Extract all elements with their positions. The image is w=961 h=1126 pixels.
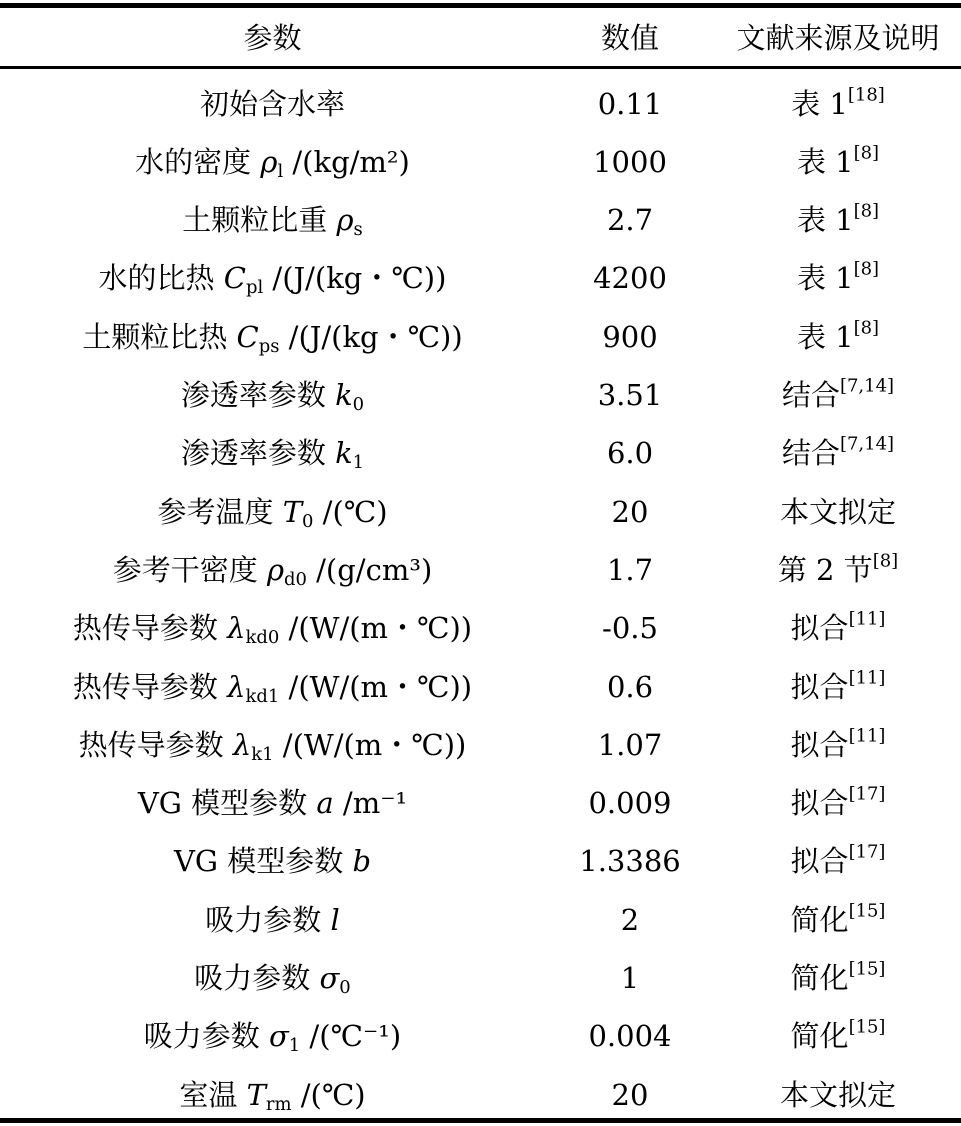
table-row	[0, 716, 961, 774]
table-row	[0, 133, 961, 191]
param-cell	[0, 203, 545, 241]
source-cell	[715, 258, 961, 296]
table-row	[0, 775, 961, 833]
param-subscript: ps	[258, 335, 280, 357]
param-symbol: ρ	[266, 552, 284, 587]
param-symbol: ρ	[336, 203, 354, 238]
param-symbol: k	[335, 378, 353, 412]
source-cell	[715, 142, 961, 179]
table-row	[0, 658, 961, 716]
param-symbol: T	[282, 494, 303, 529]
param-name: 热传导参数	[78, 727, 233, 762]
table-row	[0, 891, 961, 949]
value-cell: 0.11	[597, 86, 663, 121]
table-header-rule	[0, 66, 961, 69]
source-text: 简化	[790, 1019, 849, 1054]
table-row	[0, 250, 961, 308]
param-unit: /(J/(kg・℃))	[263, 261, 447, 296]
value-cell: 1.07	[597, 727, 663, 762]
param-cell	[0, 144, 545, 182]
param-cell	[0, 669, 545, 707]
param-unit: /(W/(m・℃))	[279, 669, 473, 704]
source-cell	[715, 375, 961, 412]
source-text: 拟合	[790, 844, 849, 879]
source-text: 表 1	[796, 144, 854, 179]
param-unit: /(kg/m²)	[283, 144, 410, 179]
param-symbol: σ	[268, 1019, 289, 1054]
reference-superscript: [7,14]	[839, 433, 895, 455]
param-symbol: a	[316, 786, 334, 821]
table-row	[0, 600, 961, 658]
param-subscript: s	[353, 219, 363, 241]
value-cell: 1.7	[606, 552, 654, 587]
param-unit: /(W/(m・℃))	[279, 611, 473, 646]
source-cell	[715, 958, 961, 995]
source-text: 本文拟定	[779, 494, 896, 529]
source-cell	[715, 494, 961, 529]
source-cell	[715, 900, 961, 937]
source-text: 第 2 节	[777, 552, 873, 587]
param-cell	[0, 436, 545, 474]
source-text: 拟合	[790, 611, 849, 646]
param-cell	[0, 902, 545, 937]
param-unit: /(J/(kg・℃))	[279, 319, 463, 354]
param-cell	[0, 1019, 545, 1057]
param-cell	[0, 727, 545, 765]
param-symbol: C	[236, 319, 259, 354]
param-name: 初始含水率	[199, 86, 345, 121]
param-symbol: λ	[232, 727, 252, 762]
reference-superscript: [18]	[847, 84, 885, 106]
reference-superscript: [8]	[853, 317, 880, 339]
param-subscript: 0	[302, 510, 314, 532]
param-name: VG 模型参数	[137, 786, 317, 821]
reference-superscript: [8]	[853, 200, 880, 222]
reference-superscript: [11]	[848, 725, 886, 747]
source-text: 拟合	[790, 727, 849, 762]
param-unit: /m⁻¹	[333, 786, 408, 821]
param-subscript: 0	[339, 977, 351, 999]
source-cell	[715, 1016, 961, 1054]
param-subscript: 1	[288, 1035, 301, 1057]
source-cell	[715, 200, 961, 238]
value-cell: -0.5	[602, 611, 658, 646]
param-subscript: kd1	[245, 685, 280, 707]
param-cell	[0, 552, 545, 590]
source-text: 本文拟定	[779, 1077, 896, 1112]
param-cell	[0, 961, 545, 999]
source-cell	[715, 317, 961, 354]
header-param: 参数	[243, 20, 302, 55]
param-unit: /(℃)	[313, 494, 388, 529]
param-name: 参考温度	[157, 494, 283, 529]
value-cell: 2	[620, 902, 640, 937]
param-cell	[0, 1077, 545, 1115]
param-cell	[0, 319, 545, 357]
value-cell: 0.004	[588, 1019, 672, 1054]
table-row	[0, 75, 961, 133]
header-source: 文献来源及说明	[736, 20, 940, 55]
table-row	[0, 425, 961, 483]
source-text: 结合	[781, 378, 840, 412]
table-row	[0, 192, 961, 250]
reference-superscript: [8]	[872, 550, 899, 572]
table-row	[0, 833, 961, 891]
source-text: 拟合	[790, 669, 849, 704]
source-text: 简化	[790, 902, 849, 937]
table-row	[0, 950, 961, 1008]
source-cell	[715, 433, 961, 471]
source-cell	[715, 667, 961, 704]
value-cell: 0.6	[606, 669, 654, 704]
param-subscript: l	[277, 160, 284, 182]
reference-superscript: [15]	[848, 1016, 886, 1038]
param-name: 吸力参数	[194, 961, 320, 995]
source-text: 表 1	[791, 86, 848, 121]
value-cell: 1	[620, 961, 640, 995]
param-unit: /(W/(m・℃))	[273, 727, 467, 762]
table-row	[0, 1066, 961, 1124]
param-symbol: λ	[227, 611, 246, 646]
reference-superscript: [17]	[848, 783, 886, 805]
param-name: 吸力参数	[205, 902, 331, 937]
param-name: VG 模型参数	[173, 844, 353, 879]
param-symbol: l	[330, 902, 340, 937]
param-subscript: 0	[352, 394, 365, 416]
table-row	[0, 483, 961, 541]
param-name: 热传导参数	[72, 611, 228, 646]
reference-superscript: [15]	[848, 958, 886, 980]
source-text: 拟合	[790, 786, 849, 821]
reference-superscript: [15]	[848, 900, 886, 922]
reference-superscript: [7,14]	[839, 375, 895, 397]
reference-superscript: [8]	[853, 258, 880, 280]
param-cell	[0, 611, 545, 649]
param-name: 土颗粒比重	[182, 203, 337, 238]
param-cell	[0, 261, 545, 299]
source-cell	[715, 608, 961, 646]
param-cell	[0, 786, 545, 821]
param-name: 渗透率参数	[180, 378, 336, 412]
param-name: 水的比热	[98, 261, 224, 296]
reference-superscript: [17]	[848, 841, 886, 863]
param-symbol: ρ	[260, 144, 278, 179]
param-name: 渗透率参数	[180, 436, 336, 471]
param-subscript: pl	[245, 277, 264, 299]
table-bottom-rule	[0, 1118, 961, 1123]
value-cell: 0.009	[588, 786, 672, 821]
reference-superscript: [11]	[848, 667, 886, 689]
value-cell: 1000	[593, 144, 667, 179]
source-cell	[715, 1077, 961, 1112]
source-cell	[715, 550, 961, 587]
source-cell	[715, 841, 961, 879]
header-value: 数值	[600, 20, 659, 55]
param-name: 热传导参数	[72, 669, 228, 704]
table-row	[0, 367, 961, 425]
source-cell	[715, 725, 961, 762]
param-cell	[0, 378, 545, 416]
value-cell: 2.7	[606, 203, 654, 238]
source-text: 简化	[790, 961, 849, 995]
param-unit: /(℃⁻¹)	[300, 1019, 402, 1054]
source-text: 表 1	[796, 203, 854, 238]
reference-superscript: [8]	[853, 142, 880, 164]
value-cell: 20	[611, 1077, 649, 1112]
value-cell: 900	[602, 319, 658, 354]
table-top-rule	[0, 3, 961, 8]
param-subscript: k1	[251, 743, 274, 765]
table-row	[0, 1008, 961, 1066]
param-subscript: rm	[265, 1093, 292, 1115]
param-subscript: kd0	[245, 627, 280, 649]
source-text: 表 1	[796, 261, 854, 296]
value-cell: 1.3386	[579, 844, 681, 879]
table-row	[0, 541, 961, 599]
param-cell	[0, 86, 545, 121]
value-cell: 4200	[593, 261, 667, 296]
param-subscript: d0	[284, 568, 307, 590]
source-text: 结合	[781, 436, 840, 471]
param-symbol: b	[352, 844, 372, 879]
param-symbol: T	[246, 1077, 266, 1112]
reference-superscript: [11]	[848, 608, 886, 630]
param-name: 水的密度	[135, 144, 261, 179]
param-unit: /(℃)	[291, 1077, 366, 1112]
source-cell	[715, 783, 961, 821]
param-name: 参考干密度	[112, 552, 267, 587]
value-cell: 20	[611, 494, 649, 529]
param-symbol: C	[223, 261, 246, 296]
param-cell	[0, 844, 545, 879]
source-cell	[715, 84, 961, 121]
param-name: 土颗粒比热	[82, 319, 237, 354]
param-symbol: λ	[227, 669, 246, 704]
param-symbol: σ	[319, 961, 340, 995]
param-unit: /(g/cm³)	[306, 552, 433, 587]
param-subscript: 1	[352, 452, 365, 474]
value-cell: 6.0	[606, 436, 654, 471]
source-text: 表 1	[796, 319, 854, 354]
table-header-row	[0, 10, 961, 66]
param-name: 室温	[179, 1077, 247, 1112]
value-cell: 3.51	[597, 378, 663, 412]
param-symbol: k	[335, 436, 353, 471]
param-cell	[0, 494, 545, 532]
table-row	[0, 308, 961, 366]
param-name: 吸力参数	[143, 1019, 269, 1054]
